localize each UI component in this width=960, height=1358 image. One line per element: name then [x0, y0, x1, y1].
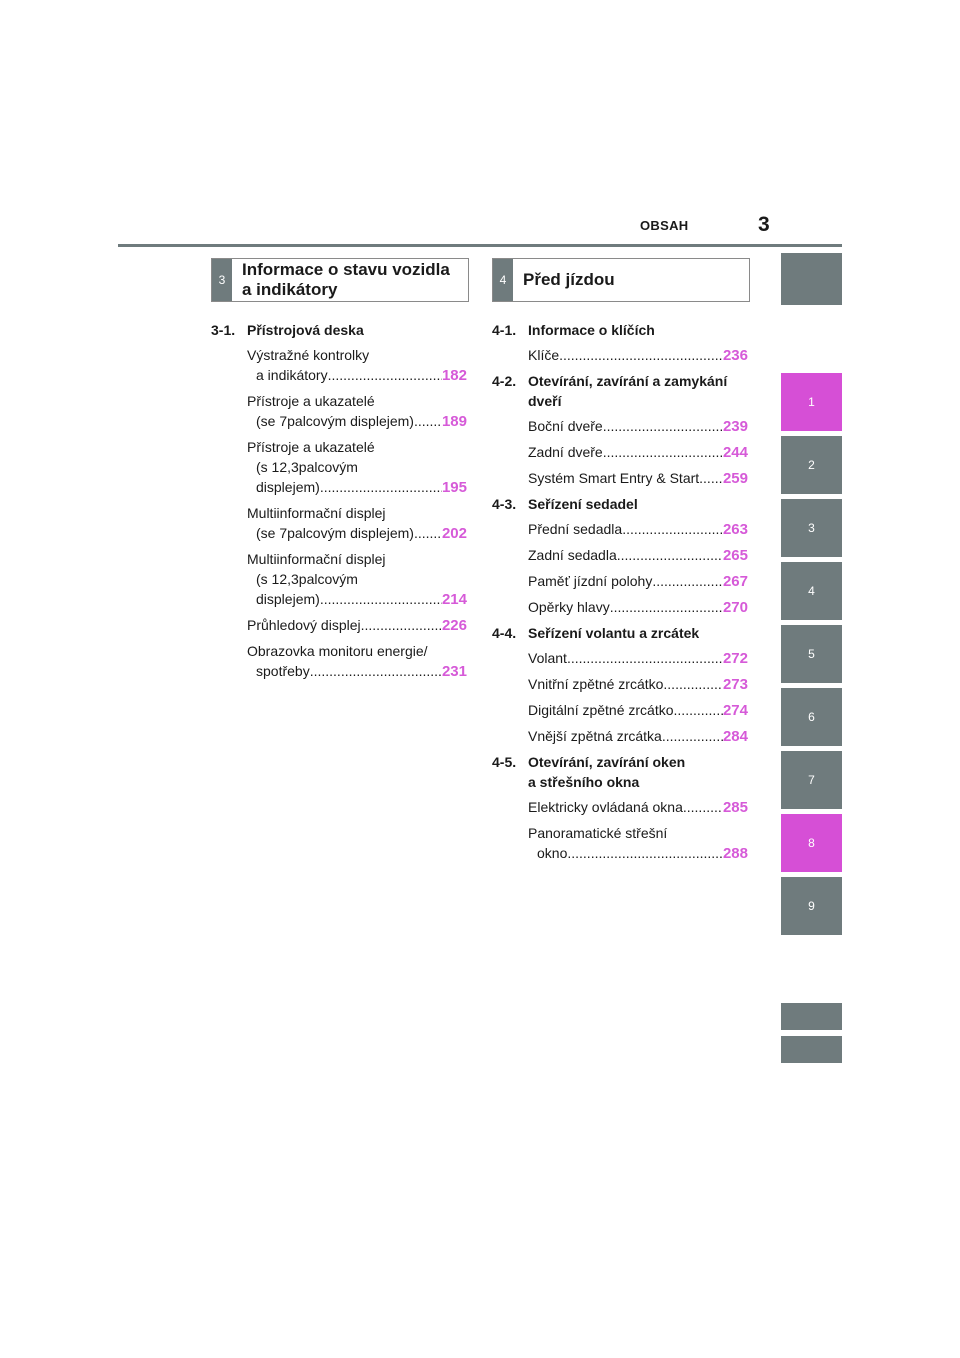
toc-entry-text-line: Přístroje a ukazatelé	[247, 439, 375, 455]
toc-page-link[interactable]: 226	[441, 617, 467, 634]
toc-column-right	[492, 318, 748, 864]
chapter-tab-3[interactable]: 3	[781, 499, 842, 557]
toc-page-link[interactable]: 214	[441, 591, 467, 608]
chapter-tab-5[interactable]: 5	[781, 625, 842, 683]
leader-dots	[559, 345, 723, 365]
toc-group-heading[interactable]	[492, 371, 748, 411]
chapter-tab-2[interactable]: 2	[781, 436, 842, 494]
toc-entry-text-line: okno	[537, 845, 568, 861]
toc-entry-text-line: displejem)	[256, 479, 320, 495]
toc-column-left	[211, 318, 467, 682]
toc-entry-text-line: Zadní sedadla	[528, 547, 617, 563]
toc-entry[interactable]	[247, 437, 467, 498]
toc-entry-text-line: Opěrky hlavy	[528, 599, 610, 615]
toc-page-link[interactable]: 274	[722, 702, 748, 719]
toc-entry-last-line	[528, 545, 748, 566]
toc-page-link[interactable]: 239	[722, 418, 748, 435]
toc-page-link[interactable]: 244	[722, 444, 748, 461]
toc-entry[interactable]	[528, 442, 748, 463]
toc-entry-text-line: Klíče	[528, 347, 560, 363]
section-tab: 4	[493, 259, 513, 301]
section-title	[232, 259, 450, 301]
toc-entry-text-line: Panoramatické střešní	[528, 825, 668, 841]
leader-dots	[361, 615, 442, 635]
toc-group-title-line: Otevírání, zavírání oken	[528, 754, 686, 770]
leader-dots	[567, 843, 723, 863]
leader-dots	[610, 597, 723, 617]
toc-entry-text-line: (s 12,3palcovým	[256, 571, 358, 587]
leader-dots	[567, 648, 723, 668]
toc-entry-last-line	[247, 523, 467, 544]
toc-entry-text-line: Přístroje a ukazatelé	[247, 393, 375, 409]
toc-entry-last-line	[528, 674, 748, 695]
toc-entry[interactable]	[528, 726, 748, 747]
toc-group-title	[528, 623, 748, 643]
toc-entry[interactable]	[247, 391, 467, 432]
toc-entry-last-line	[528, 442, 748, 463]
toc-entry-last-line	[247, 615, 467, 636]
toc-entry-last-line	[528, 797, 748, 818]
toc-page-link[interactable]: 202	[441, 525, 467, 542]
toc-entry-text-line: Výstražné kontrolky	[247, 347, 370, 363]
header-title: OBSAH	[640, 218, 689, 233]
toc-entry-text-line: Systém Smart Entry & Start	[528, 470, 700, 486]
toc-entry-last-line	[528, 519, 748, 540]
leader-dots	[320, 477, 442, 497]
toc-entry-last-line	[247, 589, 467, 610]
header-rule	[118, 244, 842, 247]
section-title	[513, 259, 615, 301]
leader-dots	[652, 571, 723, 591]
toc-page-link[interactable]: 284	[722, 728, 748, 745]
toc-entry-last-line	[247, 477, 467, 498]
toc-group-title	[247, 320, 467, 340]
toc-entry-text-line: Vnější zpětná zrcátka	[528, 728, 662, 744]
toc-entry[interactable]	[528, 700, 748, 721]
toc-group-title-line: dveří	[528, 393, 562, 409]
leader-dots	[328, 365, 442, 385]
chapter-tab[interactable]	[781, 1003, 842, 1030]
toc-entry[interactable]	[528, 648, 748, 669]
toc-group-title	[528, 752, 748, 792]
section-title-line: a indikátory	[242, 280, 338, 299]
toc-entry-text-line: (s 12,3palcovým	[256, 459, 358, 475]
toc-group-title-line: Informace o klíčích	[528, 322, 655, 338]
toc-entry[interactable]	[528, 597, 748, 618]
toc-group-title-line: Přístrojová deska	[247, 322, 364, 338]
leader-dots	[603, 416, 723, 436]
leader-dots	[663, 674, 723, 694]
toc-page-link[interactable]: 270	[722, 599, 748, 616]
toc-entry-last-line	[528, 597, 748, 618]
section-title-line: Před jízdou	[523, 270, 615, 289]
chapter-tab[interactable]	[781, 1036, 842, 1063]
chapter-tab-9[interactable]: 9	[781, 877, 842, 935]
chapter-tab-1[interactable]: 1	[781, 373, 842, 431]
leader-dots	[617, 545, 723, 565]
leader-dots	[674, 700, 723, 720]
chapter-tab-4[interactable]: 4	[781, 562, 842, 620]
section-tab: 3	[212, 259, 232, 301]
leader-dots	[622, 519, 723, 539]
toc-group-title-line: Otevírání, zavírání a zamykání	[528, 373, 728, 389]
toc-entry-text-line: Volant	[528, 650, 567, 666]
toc-entry-last-line	[528, 416, 748, 437]
toc-entry[interactable]	[528, 823, 748, 864]
toc-entry[interactable]	[528, 468, 748, 489]
toc-entry-last-line	[528, 700, 748, 721]
toc-entry-last-line	[528, 468, 748, 489]
toc-entry-text-line: Multiinformační displej	[247, 551, 386, 567]
toc-entry-text-line: Elektricky ovládaná okna	[528, 799, 683, 815]
toc-entry-text-line: Průhledový displej	[247, 617, 361, 633]
toc-entry-last-line	[528, 571, 748, 592]
toc-group-number: 4-5.	[492, 754, 517, 770]
toc-entry[interactable]	[247, 345, 467, 386]
toc-entry-last-line	[528, 345, 748, 366]
toc-group-title	[528, 371, 748, 411]
chapter-tab[interactable]	[781, 253, 842, 305]
toc-group-title	[528, 320, 748, 340]
toc-group-number: 4-3.	[492, 496, 517, 512]
toc-entry[interactable]	[528, 345, 748, 366]
toc-entry-text-line: Paměť jízdní polohy	[528, 573, 653, 589]
chapter-tab-8[interactable]: 8	[781, 814, 842, 872]
toc-group-title	[528, 494, 748, 514]
toc-entry[interactable]	[528, 571, 748, 592]
section-title-line: Informace o stavu vozidla	[242, 260, 450, 279]
section-box-3	[211, 258, 469, 302]
section-box-4	[492, 258, 750, 302]
toc-entry-text-line: displejem)	[256, 591, 320, 607]
toc-entry-text-line: (se 7palcovým displejem)	[256, 525, 414, 541]
toc-group-title-line: a střešního okna	[528, 774, 640, 790]
leader-dots	[662, 726, 723, 746]
toc-entry-last-line	[528, 843, 748, 864]
toc-entry-text-line: spotřeby	[256, 663, 310, 679]
toc-page-link[interactable]: 273	[722, 676, 748, 693]
toc-entry[interactable]	[247, 549, 467, 610]
toc-entry-text-line: a indikátory	[256, 367, 328, 383]
toc-entry[interactable]	[528, 797, 748, 818]
toc-group-title-line: Seřízení volantu a zrcátek	[528, 625, 700, 641]
toc-page-link[interactable]: 272	[722, 650, 748, 667]
toc-entry-text-line: Digitální zpětné zrcátko	[528, 702, 674, 718]
toc-entry[interactable]	[528, 674, 748, 695]
toc-entry-text-line: Vnitřní zpětné zrcátko	[528, 676, 664, 692]
toc-group-number: 4-2.	[492, 373, 517, 389]
toc-group-heading[interactable]	[492, 752, 748, 792]
toc-entry-last-line	[247, 365, 467, 386]
toc-entry-last-line	[247, 661, 467, 682]
toc-entry-last-line	[528, 648, 748, 669]
toc-entry-text-line: Obrazovka monitoru energie/	[247, 643, 428, 659]
leader-dots	[320, 589, 442, 609]
toc-group-number: 4-1.	[492, 322, 517, 338]
leader-dots	[414, 523, 442, 543]
toc-group-title-line: Seřízení sedadel	[528, 496, 638, 512]
toc-page-link[interactable]: 267	[722, 573, 748, 590]
toc-entry[interactable]	[528, 545, 748, 566]
chapter-tab-7[interactable]: 7	[781, 751, 842, 809]
toc-page-link[interactable]: 231	[441, 663, 467, 680]
toc-group-heading[interactable]	[211, 320, 467, 340]
chapter-tab-6[interactable]: 6	[781, 688, 842, 746]
toc-group-heading[interactable]	[492, 494, 748, 514]
toc-entry-last-line	[528, 726, 748, 747]
toc-group-heading[interactable]	[492, 623, 748, 643]
toc-entry-text-line: Přední sedadla	[528, 521, 623, 537]
leader-dots	[414, 411, 442, 431]
toc-entry-text-line: (se 7palcovým displejem)	[256, 413, 414, 429]
toc-entry[interactable]	[247, 503, 467, 544]
toc-page-link[interactable]: 285	[722, 799, 748, 816]
toc-group-number: 3-1.	[211, 322, 236, 338]
toc-entry-text-line: Boční dveře	[528, 418, 603, 434]
toc-entry[interactable]	[528, 416, 748, 437]
toc-group-number: 4-4.	[492, 625, 517, 641]
toc-group-heading[interactable]	[492, 320, 748, 340]
toc-page-link[interactable]: 288	[722, 845, 748, 862]
toc-page-link[interactable]: 195	[441, 479, 467, 496]
toc-page-link[interactable]: 189	[441, 413, 467, 430]
toc-entry-last-line	[247, 411, 467, 432]
leader-dots	[683, 797, 723, 817]
toc-page-link[interactable]: 265	[722, 547, 748, 564]
toc-entry[interactable]	[247, 615, 467, 636]
toc-page-link[interactable]: 182	[441, 367, 467, 384]
toc-entry[interactable]	[528, 519, 748, 540]
page-number: 3	[758, 213, 770, 236]
leader-dots	[699, 468, 723, 488]
leader-dots	[603, 442, 723, 462]
toc-page-link[interactable]: 263	[722, 521, 748, 538]
toc-entry-text-line: Multiinformační displej	[247, 505, 386, 521]
toc-entry[interactable]	[247, 641, 467, 682]
toc-page-link[interactable]: 259	[722, 470, 748, 487]
toc-entry-text-line: Zadní dveře	[528, 444, 603, 460]
leader-dots	[310, 661, 442, 681]
toc-page-link[interactable]: 236	[722, 347, 748, 364]
